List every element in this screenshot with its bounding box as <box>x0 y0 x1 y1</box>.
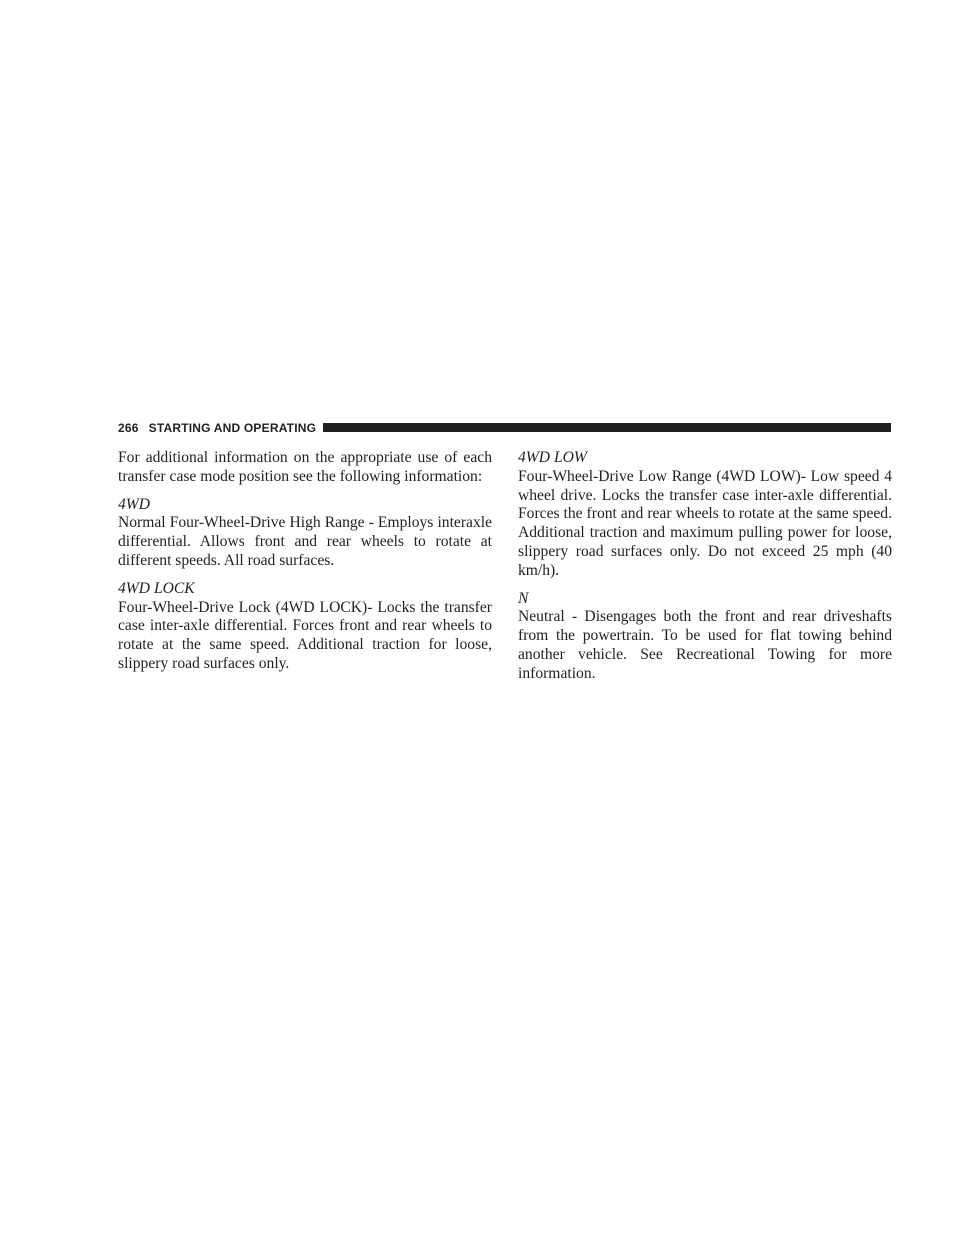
section-4wd <box>118 496 492 571</box>
section-heading-4wd-lock: 4WD LOCK <box>118 579 195 597</box>
right-column <box>518 449 892 693</box>
section-body-4wd-low: Four-Wheel-Drive Low Range (4WD LOW)- Low speed 4 wheel drive. Locks the transfer case inter-axle differential. Forces the front and rear wheels to rotate at the same speed. Additional traction and maximum pulling power for loose, slippery road surfaces only. Do not exceed 25 mph (40 km/h). <box>518 467 892 579</box>
left-column <box>118 449 492 683</box>
section-body-4wd: Normal Four-Wheel-Drive High Range - Employs interaxle differential. Allows front and rear wheels to rotate at different speeds. All road surfaces. <box>118 514 492 569</box>
section-4wd-low <box>518 449 892 581</box>
section-heading-neutral: N <box>518 589 529 607</box>
section-4wd-lock <box>118 580 492 674</box>
page-number: 266 <box>118 420 139 435</box>
section-heading-4wd: 4WD <box>118 495 151 513</box>
header-rule <box>323 423 891 432</box>
section-neutral <box>518 590 892 684</box>
section-body-4wd-lock: Four-Wheel-Drive Lock (4WD LOCK)- Locks the transfer case inter-axle differential. Forces front and rear wheels to rotate at the same speed. Additional traction for loose, slippery road surfaces only. <box>118 598 492 672</box>
intro-paragraph: For additional information on the appropriate use of each transfer case mode position see the following information: <box>118 449 492 485</box>
section-body-neutral: Neutral - Disengages both the front and rear driveshafts from the powertrain. To be used for flat towing behind another vehicle. See Recreational Towing for more information. <box>518 608 892 682</box>
section-heading-4wd-low: 4WD LOW <box>518 449 587 466</box>
page-header <box>118 419 891 436</box>
section-title: STARTING AND OPERATING <box>148 420 317 435</box>
